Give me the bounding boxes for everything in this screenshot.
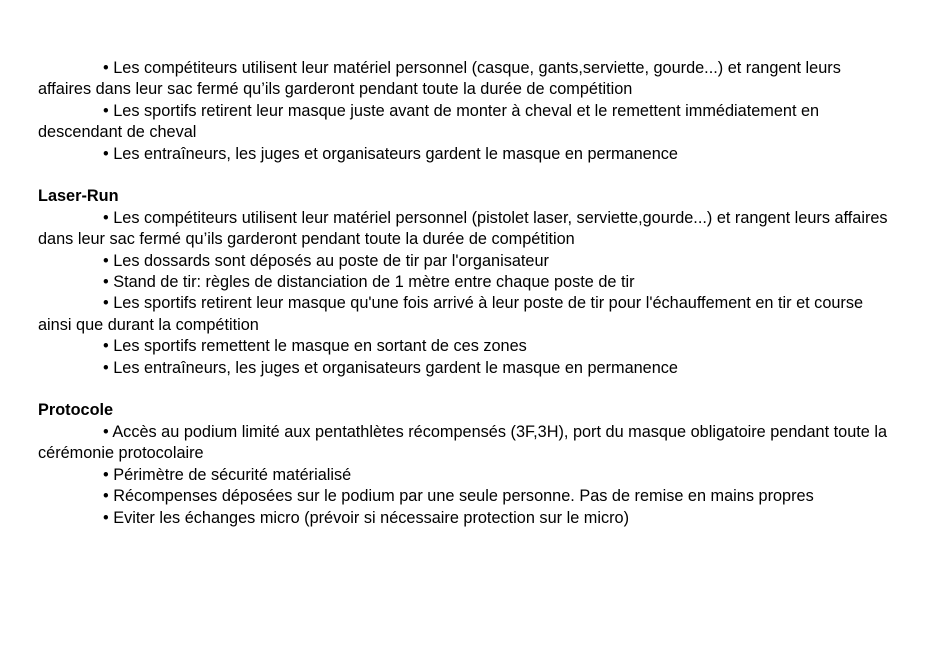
spacer <box>38 379 888 400</box>
section-heading-laser-run: Laser-Run <box>38 187 119 206</box>
bullet-item: • Les compétiteurs utilisent leur matériel personnel (casque, gants,serviette, gourde...) et rangent leurs affaires dans leur sac fermé qu’ils garderont pendant toute la durée de compétition <box>38 59 841 99</box>
spacer <box>38 165 888 186</box>
bullet-item: • Périmètre de sécurité matérialisé <box>103 465 352 484</box>
bullet-item: • Les sportifs retirent leur masque juste avant de monter à cheval et le remettent immédiatement en descendant de cheval <box>38 101 820 142</box>
bullet-item: • Les sportifs remettent le masque en sortant de ces zones <box>103 337 527 356</box>
bullet-item: • Accès au podium limité aux pentathlètes récompensés (3F,3H), port du masque obligatoire pendant toute la cérémonie protocolaire <box>38 422 888 463</box>
section-heading-protocole: Protocole <box>38 401 114 420</box>
bullet-item: • Eviter les échanges micro (prévoir si nécessaire protection sur le micro) <box>103 508 629 527</box>
bullet-item: • Les sportifs retirent leur masque qu'une fois arrivé à leur poste de tir pour l'échauffement en tir et course ainsi que durant la compétition <box>38 294 864 334</box>
bullet-item: • Les entraîneurs, les juges et organisateurs gardent le masque en permanence <box>103 144 678 163</box>
bullet-item: • Les dossards sont déposés au poste de tir par l'organisateur <box>103 251 549 270</box>
bullet-item: • Les entraîneurs, les juges et organisateurs gardent le masque en permanence <box>103 358 678 377</box>
document-body <box>38 58 888 529</box>
bullet-item: • Les compétiteurs utilisent leur matériel personnel (pistolet laser, serviette,gourde...) et rangent leurs affaires dans leur sac fermé qu’ils garderont pendant toute la durée de compétition <box>38 208 888 249</box>
bullet-item: • Récompenses déposées sur le podium par une seule personne. Pas de remise en mains propres <box>103 487 814 506</box>
bullet-item: • Stand de tir: règles de distanciation de 1 mètre entre chaque poste de tir <box>103 273 635 292</box>
